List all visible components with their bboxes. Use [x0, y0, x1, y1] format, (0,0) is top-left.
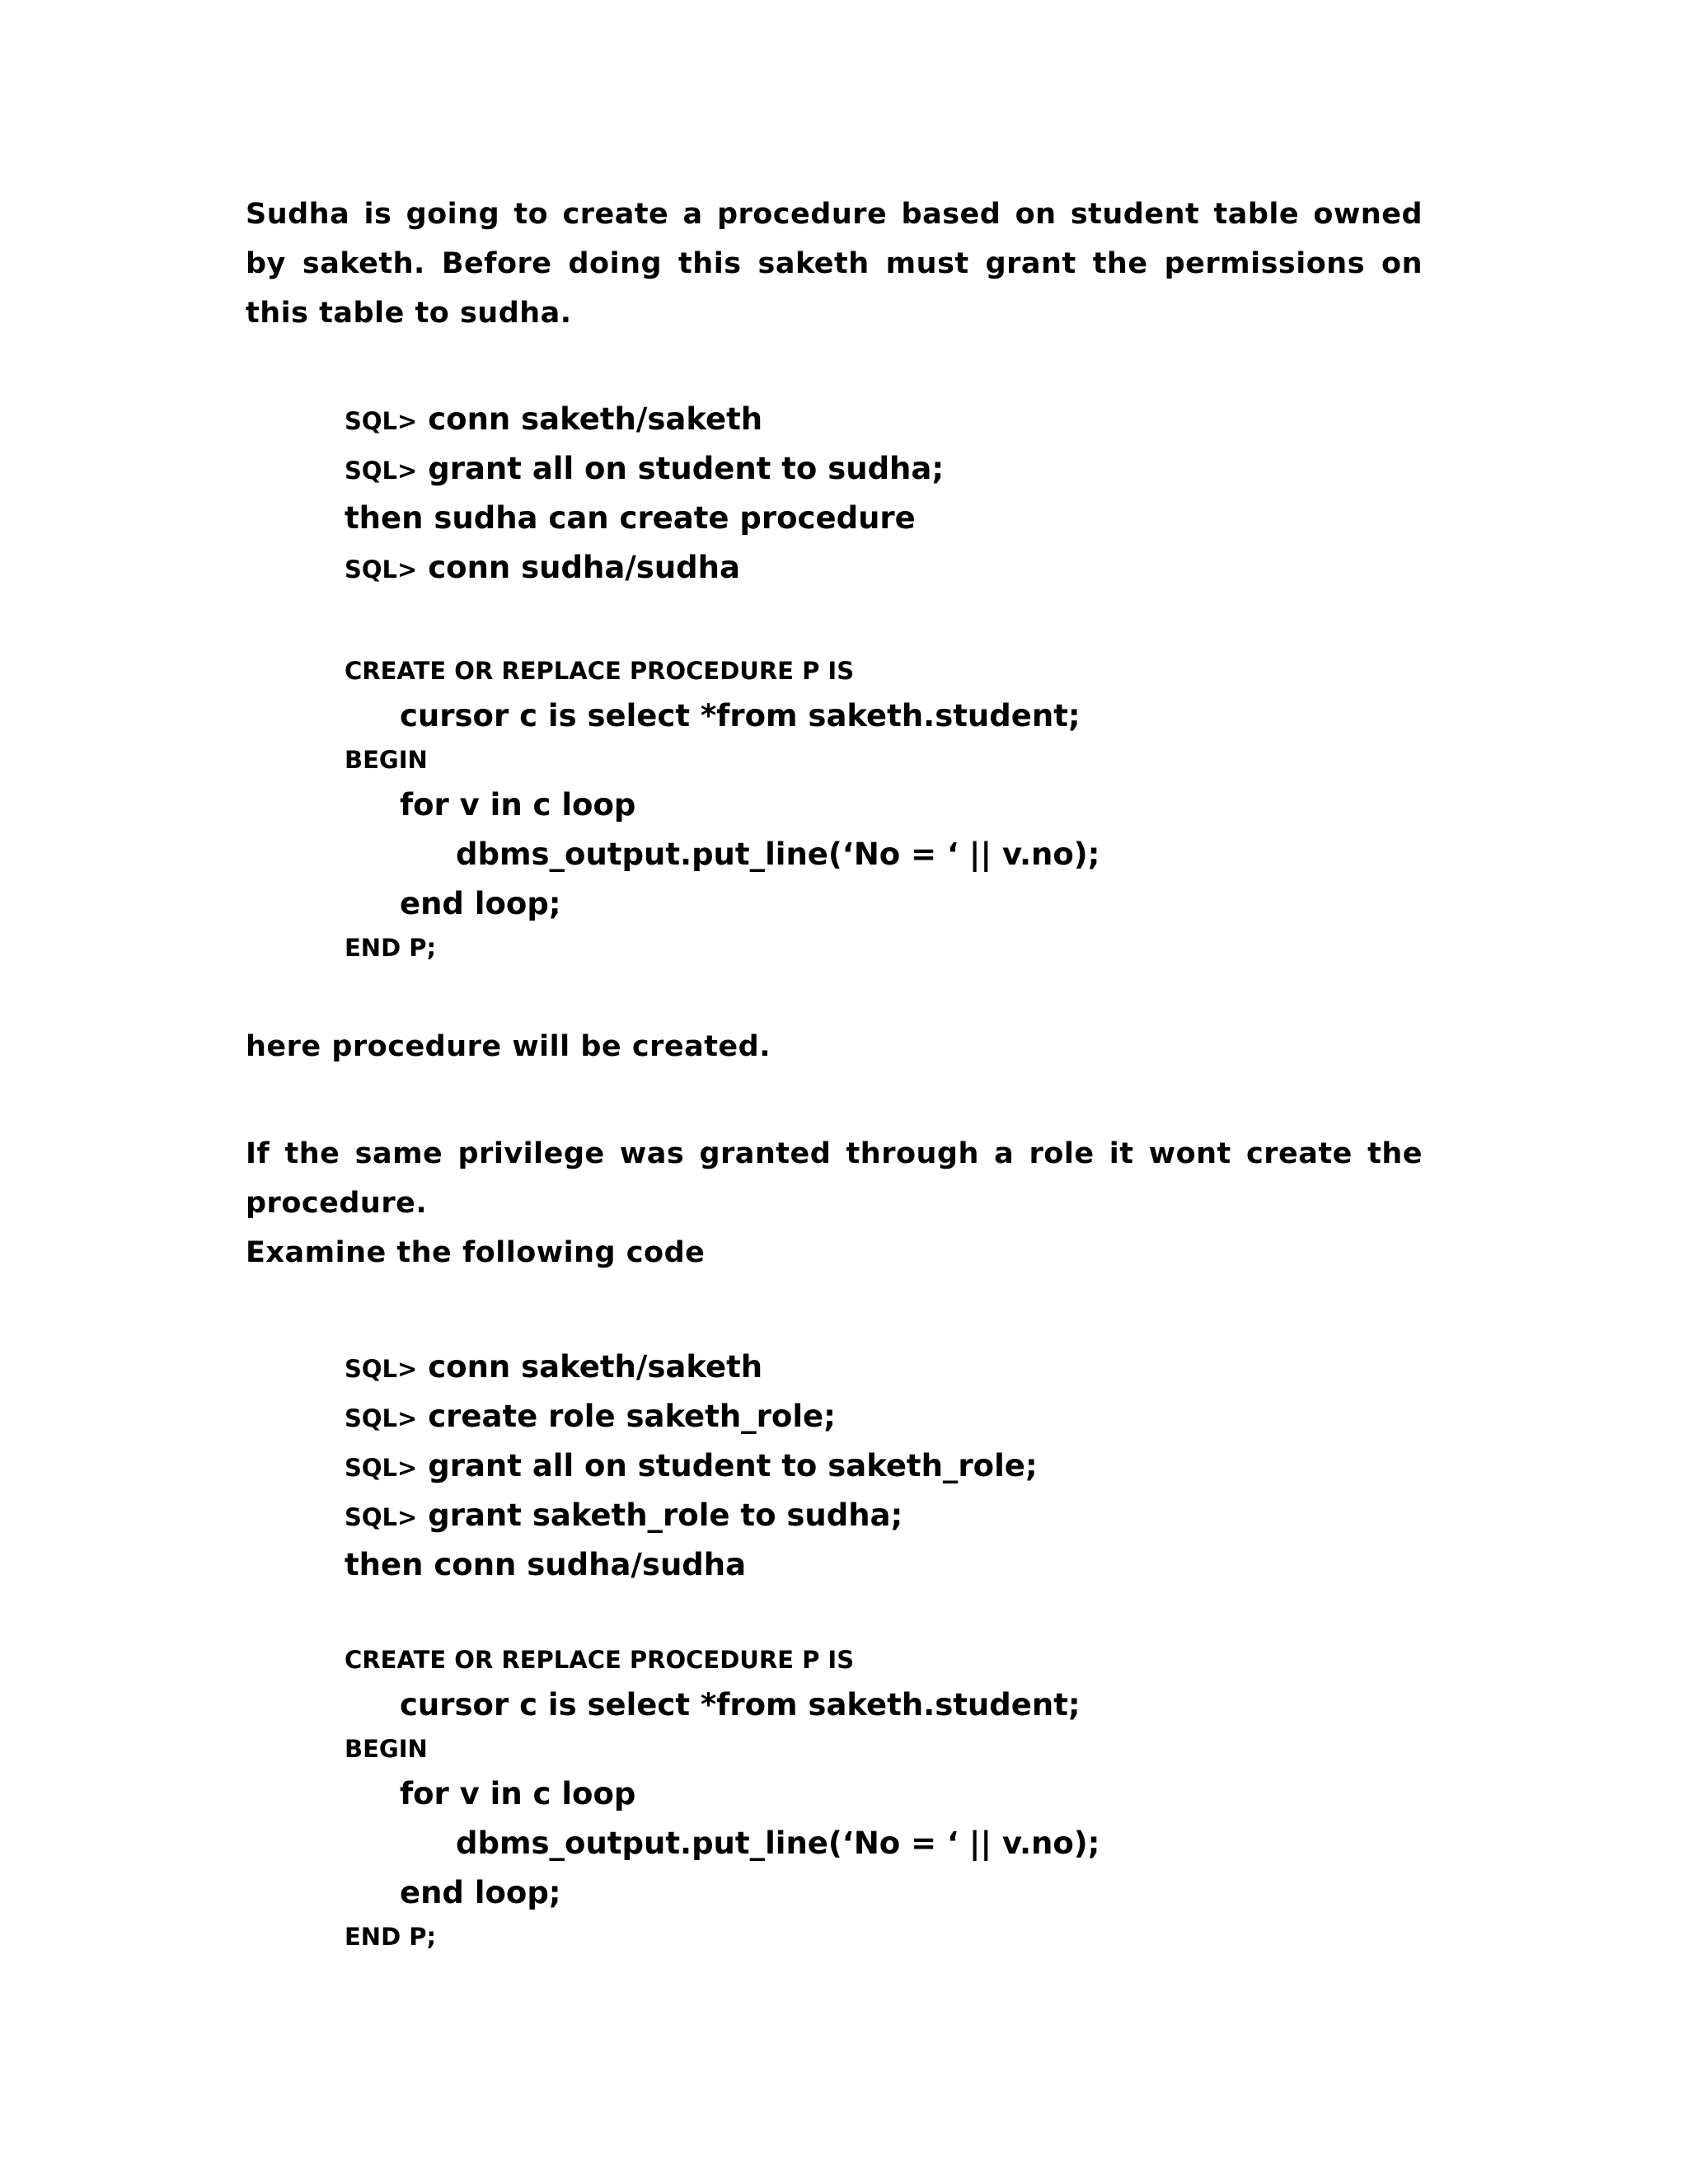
code-line-output: dbms_output.put_line(‘No = ‘ || v.no); [456, 1825, 1100, 1861]
code-line-cursor: cursor c is select *from saketh.student; [400, 1687, 1081, 1722]
sql-command-line [345, 1448, 1038, 1483]
sql-command: grant all on student to sudha; [428, 451, 945, 486]
instruction-text: then conn sudha/sudha [345, 1547, 747, 1582]
intro-paragraph: Sudha is going to create a procedure based on student table owned by saketh. Before doing this saketh must grant the permissions on this table to sudha. [246, 198, 1423, 330]
sql-command: grant saketh_role to sudha; [428, 1497, 903, 1533]
sql-command: create role saketh_role; [428, 1399, 836, 1434]
code-line-for: for v in c loop [400, 1776, 636, 1811]
code-line-create: CREATE OR REPLACE PROCEDURE P IS [345, 1646, 855, 1674]
code-line-end: END P; [345, 1923, 437, 1951]
note-created: here procedure will be created. [246, 1030, 771, 1063]
note-examine: Examine the following code [246, 1236, 706, 1269]
code-line-end: END P; [345, 934, 437, 962]
code-line-create: CREATE OR REPLACE PROCEDURE P IS [345, 657, 855, 685]
sql-prompt: SQL> [345, 1503, 418, 1531]
sql-prompt: SQL> [345, 555, 418, 583]
instruction-text: then sudha can create procedure [345, 500, 916, 536]
code-line-endloop: end loop; [400, 886, 561, 921]
code-line-for: for v in c loop [400, 787, 636, 823]
sql-command-line [345, 1349, 763, 1385]
sql-prompt: SQL> [345, 457, 418, 485]
sql-command-line [345, 401, 763, 437]
code-line-begin: BEGIN [345, 746, 428, 774]
sql-prompt: SQL> [345, 1454, 418, 1482]
sql-command: conn sudha/sudha [428, 550, 740, 585]
code-line-output: dbms_output.put_line(‘No = ‘ || v.no); [456, 837, 1100, 872]
sql-prompt: SQL> [345, 1404, 418, 1432]
code-line-endloop: end loop; [400, 1875, 561, 1910]
code-line-cursor: cursor c is select *from saketh.student; [400, 698, 1081, 733]
sql-prompt: SQL> [345, 407, 418, 435]
sql-command: conn saketh/saketh [428, 401, 763, 437]
sql-command-line [345, 1497, 903, 1533]
sql-prompt: SQL> [345, 1355, 418, 1383]
sql-command-line [345, 453, 944, 484]
sql-command-line [345, 1401, 836, 1432]
sql-command-line [345, 552, 740, 583]
sql-command: grant all on student to saketh_role; [428, 1448, 1038, 1483]
code-line-begin: BEGIN [345, 1735, 428, 1763]
note-role-privilege: If the same privilege was granted through a role it wont create the procedure. [246, 1137, 1423, 1220]
sql-command: conn saketh/saketh [428, 1349, 763, 1385]
